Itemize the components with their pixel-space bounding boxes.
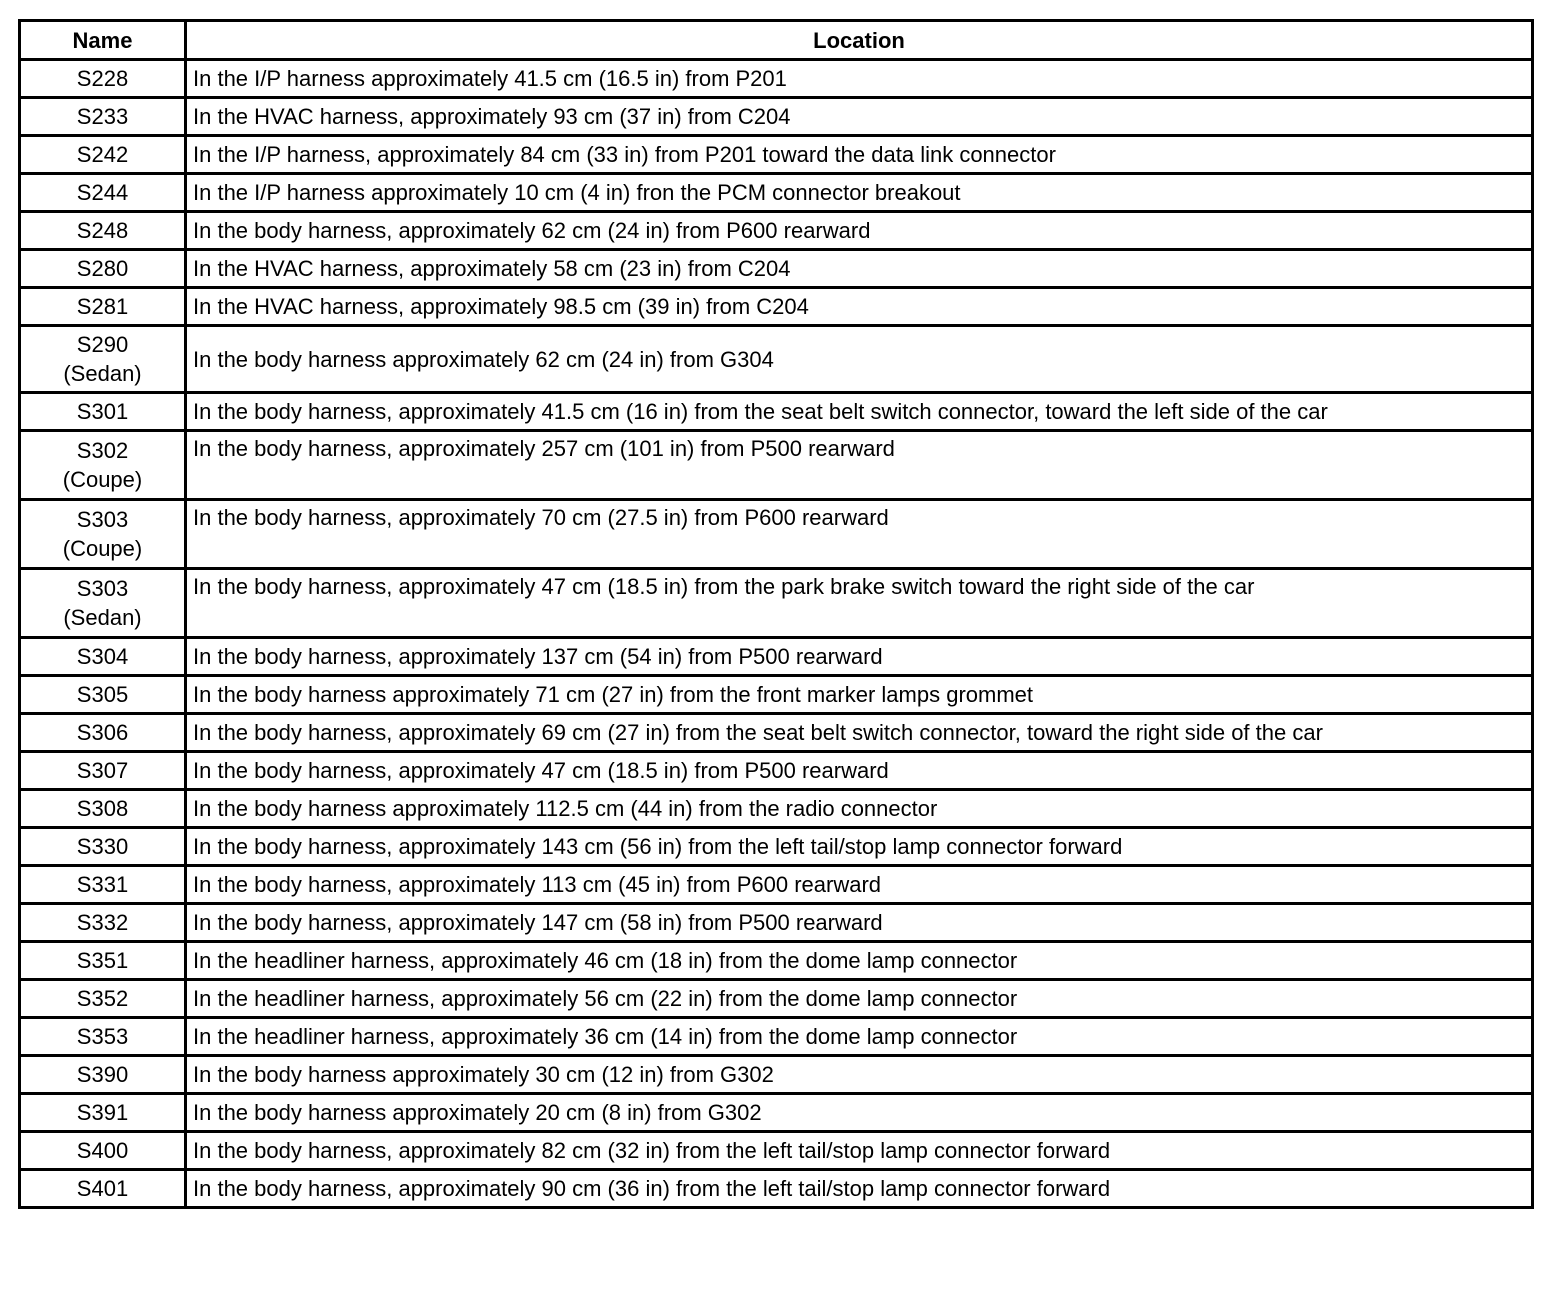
splice-name-cell [20,212,186,250]
table-row [20,174,1533,212]
splice-name-cell [20,393,186,431]
table-row [20,500,1533,569]
splice-location-cell: In the body harness, approximately 69 cm (27 in) from the seat belt switch connector, toward the right side of the car [186,714,1533,752]
table-row [20,1170,1533,1208]
table-row [20,676,1533,714]
splice-location-cell: In the HVAC harness, approximately 98.5 cm (39 in) from C204 [186,288,1533,326]
splice-name-cell [20,980,186,1018]
table-row [20,714,1533,752]
splice-location-cell: In the body harness, approximately 70 cm (27.5 in) from P600 rearward [186,500,1533,569]
splice-location-cell: In the HVAC harness, approximately 93 cm (37 in) from C204 [186,98,1533,136]
splice-location-cell: In the body harness approximately 112.5 cm (44 in) from the radio connector [186,790,1533,828]
table-row [20,1132,1533,1170]
splice-name-cell [20,1056,186,1094]
splice-name: S280 [76,256,129,281]
splice-name-cell [20,676,186,714]
splice-name: S332 [76,910,129,935]
splice-name: S233 [76,104,129,129]
table-row [20,60,1533,98]
splice-variant: (Coupe) [62,536,143,561]
splice-name-cell [20,790,186,828]
splice-location-cell: In the body harness, approximately 137 cm (54 in) from P500 rearward [186,638,1533,676]
splice-name: S301 [76,399,129,424]
table-row [20,288,1533,326]
splice-name-cell [20,500,186,569]
splice-location-cell: In the body harness approximately 62 cm (24 in) from G304 [186,326,1533,393]
splice-name: S306 [76,720,129,745]
splice-location-cell: In the headliner harness, approximately 36 cm (14 in) from the dome lamp connector [186,1018,1533,1056]
splice-name: S303 [76,576,129,601]
table-row [20,828,1533,866]
splice-name: S248 [76,218,129,243]
splice-name: S331 [76,872,129,897]
table-row [20,393,1533,431]
splice-location-cell: In the headliner harness, approximately 46 cm (18 in) from the dome lamp connector [186,942,1533,980]
splice-name: S307 [76,758,129,783]
table-row [20,980,1533,1018]
table-row [20,1094,1533,1132]
splice-location-cell: In the body harness approximately 30 cm (12 in) from G302 [186,1056,1533,1094]
splice-name: S391 [76,1100,129,1125]
splice-name-cell [20,1094,186,1132]
table-row [20,431,1533,500]
splice-location-table [18,19,1534,1209]
splice-name-cell [20,60,186,98]
splice-name-cell [20,866,186,904]
splice-name: S401 [76,1176,129,1201]
splice-location-cell: In the body harness, approximately 147 cm (58 in) from P500 rearward [186,904,1533,942]
splice-name-cell [20,714,186,752]
splice-name-cell [20,752,186,790]
table-row [20,136,1533,174]
splice-name: S352 [76,986,129,1011]
table-row [20,904,1533,942]
splice-location-cell: In the I/P harness approximately 10 cm (4 in) fron the PCM connector breakout [186,174,1533,212]
splice-name-cell [20,1170,186,1208]
splice-name-cell [20,98,186,136]
splice-location-cell: In the body harness approximately 20 cm (8 in) from G302 [186,1094,1533,1132]
table-header-row [20,21,1533,60]
table-row [20,569,1533,638]
splice-name: S228 [76,66,129,91]
table-row [20,1056,1533,1094]
table-row [20,752,1533,790]
column-header-location: Location [186,21,1533,60]
table-row [20,638,1533,676]
splice-name: S351 [76,948,129,973]
splice-location-cell: In the HVAC harness, approximately 58 cm (23 in) from C204 [186,250,1533,288]
splice-name: S400 [76,1138,129,1163]
splice-location-cell: In the I/P harness approximately 41.5 cm (16.5 in) from P201 [186,60,1533,98]
splice-name: S302 [76,438,129,463]
table-row [20,98,1533,136]
table-row [20,866,1533,904]
splice-name: S353 [76,1024,129,1049]
splice-name-cell [20,904,186,942]
splice-location-cell: In the body harness, approximately 257 cm (101 in) from P500 rearward [186,431,1533,500]
table-body [20,60,1533,1208]
table-row [20,790,1533,828]
splice-location-cell: In the body harness, approximately 90 cm (36 in) from the left tail/stop lamp connector forward [186,1170,1533,1208]
splice-name-cell [20,1132,186,1170]
splice-name-cell [20,569,186,638]
splice-name-cell [20,431,186,500]
table-row [20,326,1533,393]
splice-location-cell: In the body harness, approximately 47 cm (18.5 in) from the park brake switch toward the right side of the car [186,569,1533,638]
splice-name-cell [20,942,186,980]
splice-name-cell [20,288,186,326]
splice-name-cell [20,828,186,866]
table-row [20,1018,1533,1056]
splice-variant: (Coupe) [62,467,143,492]
splice-name-cell [20,1018,186,1056]
splice-location-cell: In the body harness, approximately 113 cm (45 in) from P600 rearward [186,866,1533,904]
splice-location-cell: In the body harness approximately 71 cm (27 in) from the front marker lamps grommet [186,676,1533,714]
splice-location-cell: In the body harness, approximately 82 cm (32 in) from the left tail/stop lamp connector forward [186,1132,1533,1170]
splice-name-cell [20,326,186,393]
splice-location-cell: In the I/P harness, approximately 84 cm (33 in) from P201 toward the data link connector [186,136,1533,174]
column-header-name: Name [20,21,186,60]
splice-name-cell [20,250,186,288]
splice-name: S304 [76,644,129,669]
splice-location-cell: In the headliner harness, approximately 56 cm (22 in) from the dome lamp connector [186,980,1533,1018]
splice-name: S303 [76,507,129,532]
splice-name: S305 [76,682,129,707]
table-row [20,942,1533,980]
table-row [20,250,1533,288]
splice-variant: (Sedan) [63,605,142,630]
splice-location-cell: In the body harness, approximately 41.5 cm (16 in) from the seat belt switch connector, toward the left side of the car [186,393,1533,431]
splice-name: S242 [76,142,129,167]
splice-location-cell: In the body harness, approximately 62 cm (24 in) from P600 rearward [186,212,1533,250]
splice-name-cell [20,174,186,212]
table-row [20,212,1533,250]
splice-location-cell: In the body harness, approximately 47 cm (18.5 in) from P500 rearward [186,752,1533,790]
splice-name: S308 [76,796,129,821]
splice-location-cell: In the body harness, approximately 143 cm (56 in) from the left tail/stop lamp connector forward [186,828,1533,866]
splice-name: S244 [76,180,129,205]
splice-name: S330 [76,834,129,859]
splice-name-cell [20,136,186,174]
splice-name: S290 [76,332,129,357]
splice-name: S281 [76,294,129,319]
splice-name: S390 [76,1062,129,1087]
splice-variant: (Sedan) [63,361,142,386]
splice-name-cell [20,638,186,676]
